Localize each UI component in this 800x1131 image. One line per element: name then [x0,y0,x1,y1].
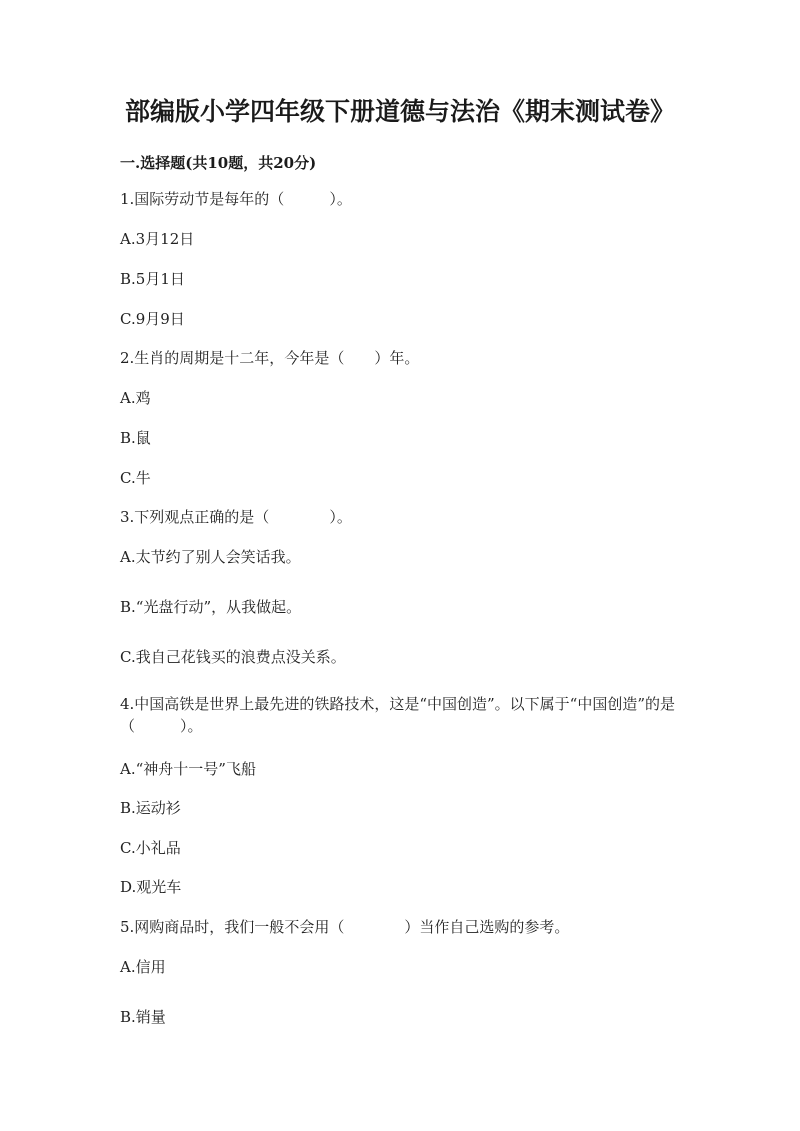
question-5-option-a: A.信用 [120,958,166,976]
question-1-option-a: A.3月12日 [120,230,195,248]
question-3-option-b: B.“光盘行动”，从我做起。 [120,598,302,616]
question-1-option-b: B.5月1日 [120,270,185,288]
question-4-option-d: D.观光车 [120,878,182,896]
question-4-option-a: A.“神舟十一号”飞船 [120,760,256,778]
question-3-stem: 3.下列观点正确的是（ ）。 [120,508,352,526]
question-1-option-c: C.9月9日 [120,310,185,328]
question-4-option-b: B.运动衫 [120,799,181,817]
question-3-option-a: A.太节约了别人会笑话我。 [120,548,301,566]
question-4-stem: 4.中国高铁是世界上最先进的铁路技术，这是“中国创造”。以下属于“中国创造”的是（ ）。 [120,695,675,735]
question-5-option-b: B.销量 [120,1008,166,1026]
question-1-stem: 1.国际劳动节是每年的（ ）。 [120,190,352,208]
section-heading: 一.选择题(共10题，共20分) [120,154,317,172]
question-4-option-c: C.小礼品 [120,839,181,857]
question-2-stem: 2.生肖的周期是十二年，今年是（ ）年。 [120,349,420,367]
page-title: 部编版小学四年级下册道德与法治《期末测试卷》 [124,97,675,126]
question-5-stem: 5.网购商品时，我们一般不会用（ ）当作自己选购的参考。 [120,918,570,936]
question-2-option-a: A.鸡 [120,389,151,407]
question-2-option-c: C.牛 [120,469,151,487]
question-2-option-b: B.鼠 [120,429,151,447]
question-3-option-c: C.我自己花钱买的浪费点没关系。 [120,648,346,666]
